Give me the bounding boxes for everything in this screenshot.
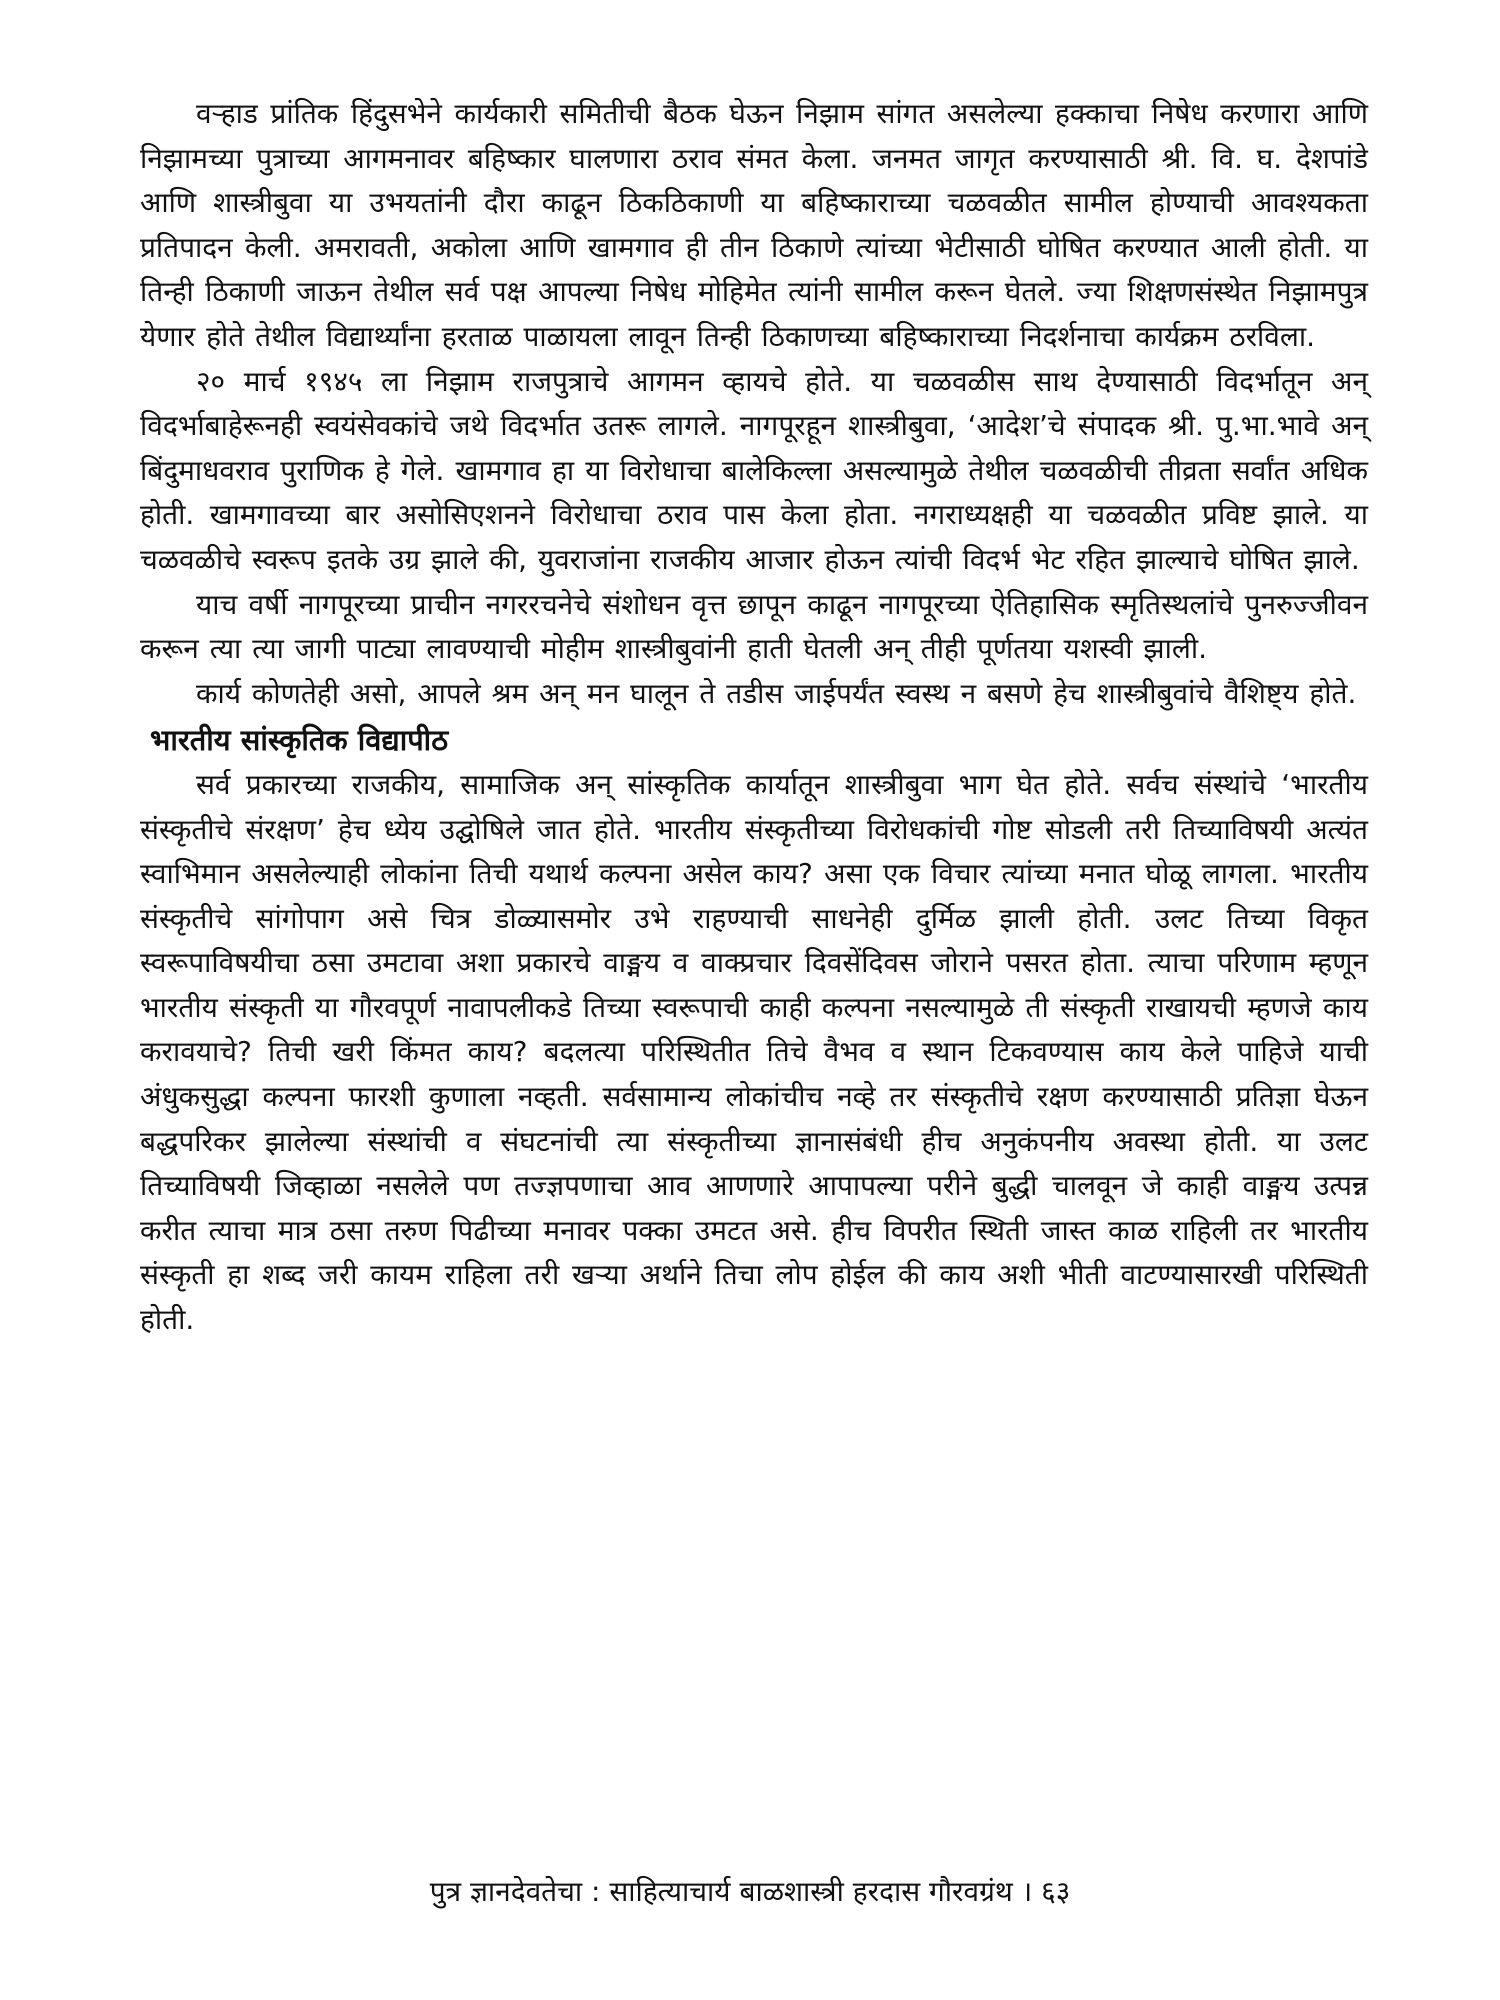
page-body <box>140 92 1368 1343</box>
paragraph-4: कार्य कोणतेही असो, आपले श्रम अन् मन घालून ते तडीस जाईपर्यंत स्वस्थ न बसणे हेच शास्त्रीबुवांचे वैशिष्ट्य होते. <box>196 676 1357 710</box>
page-footer: पुत्र ज्ञानदेवतेचा : साहित्याचार्य बाळशास्त्री हरदास गौरवग्रंथ । ६३ <box>429 1875 1071 1908</box>
paragraph-2: २० मार्च १९४५ ला निझाम राजपुत्राचे आगमन व्हायचे होते. या चळवळीस साथ देण्यासाठी विदर्भातून अन् विदर्भाबाहेरूनही स्वयंसेवकांचे जथे विदर्भात उतरू लागले. नागपूरहून शास्त्रीबुवा, ‘आदेश’चे संपादक श्री. पु.भा.भावे अन् बिंदुमाधवराव पुराणिक हे गेले. खामगाव हा या विरोधाचा बालेकिल्ला असल्यामुळे तेथील चळवळीची तीव्रता सर्वांत अधिक होती. खामगावच्या बार असोसिएशनने विरोधाचा ठराव पास केला होता. नगराध्यक्षही या चळवळीत प्रविष्ट झाले. या चळवळीचे स्वरूप इतके उग्र झाले की, युवराजांना राजकीय आजार होऊन त्यांची विदर्भ भेट रहित झाल्याचे घोषित झाले. <box>140 364 1368 576</box>
paragraph-5: सर्व प्रकारच्या राजकीय, सामाजिक अन् सांस्कृतिक कार्यातून शास्त्रीबुवा भाग घेत होते. सर्वच संस्थांचे ‘भारतीय संस्कृतीचे संरक्षण’ हेच ध्येय उद्घोषिले जात होते. भारतीय संस्कृतीच्या विरोधकांची गोष्ट सोडली तरी तिच्याविषयी अत्यंत स्वाभिमान असलेल्याही लोकांना तिची यथार्थ कल्पना असेल काय? असा एक विचार त्यांच्या मनात घोळू लागला. भारतीय संस्कृतीचे सांगोपाग असे चित्र डोळ्यासमोर उभे राहण्याची साधनेही दुर्मिळ झाली होती. उलट तिच्या विकृत स्वरूपाविषयीचा ठसा उमटावा अशा प्रकारचे वाङ्मय व वाक्प्रचार दिवसेंदिवस जोराने पसरत होता. त्याचा परिणाम म्हणून भारतीय संस्कृती या गौरवपूर्ण नावापलीकडे तिच्या स्वरूपाची काही कल्पना नसल्यामुळे ती संस्कृती राखायची म्हणजे काय करावयाचे? तिची खरी किंमत काय? बदलत्या परिस्थितीत तिचे वैभव व स्थान टिकवण्यास काय केले पाहिजे याची अंधुकसुद्धा कल्पना फारशी कुणाला नव्हती. सर्वसामान्य लोकांचीच नव्हे तर संस्कृतीचे रक्षण करण्यासाठी प्रतिज्ञा घेऊन बद्धपरिकर झालेल्या संस्थांची व संघटनांची त्या संस्कृतीच्या ज्ञानासंबंधी हीच अनुकंपनीय अवस्था होती. या उलट तिच्याविषयी जिव्हाळा नसलेले पण तज्ज्ञपणाचा आव आणणारे आपापल्या परीने बुद्धी चालवून जे काही वाङ्मय उत्पन्न करीत त्याचा मात्र ठसा तरुण पिढीच्या मनावर पक्का उमटत असे. हीच विपरीत स्थिती जास्त काळ राहिली तर भारतीय संस्कृती हा शब्द जरी कायम राहिला तरी खऱ्या अर्थाने तिचा लोप होईल की काय अशी भीती वाटण्यासारखी परिस्थिती होती. <box>140 767 1368 1337</box>
paragraph-1: वऱ्हाड प्रांतिक हिंदुसभेने कार्यकारी समितीची बैठक घेऊन निझाम सांगत असलेल्या हक्काचा निषेध करणारा आणि निझामच्या पुत्राच्या आगमनावर बहिष्कार घालणारा ठराव संमत केला. जनमत जागृत करण्यासाठी श्री. वि. घ. देशपांडे आणि शास्त्रीबुवा या उभयतांनी दौरा काढून ठिकठिकाणी या बहिष्काराच्या चळवळीत सामील होण्याची आवश्यकता प्रतिपादन केली. अमरावती, अकोला आणि खामगाव ही तीन ठिकाणे त्यांच्या भेटीसाठी घोषित करण्यात आली होती. या तिन्ही ठिकाणी जाऊन तेथील सर्व पक्ष आपल्या निषेध मोहिमेत त्यांनी सामील करून घेतले. ज्या शिक्षणसंस्थेत निझामपुत्र येणार होते तेथील विद्यार्थ्यांना हरताळ पाळायला लावून तिन्ही ठिकाणच्या बहिष्काराच्या निदर्शनाचा कार्यक्रम ठरविला. <box>140 97 1368 353</box>
section-heading: भारतीय सांस्कृतिक विद्यापीठ <box>150 723 449 758</box>
paragraph-3: याच वर्षी नागपूरच्या प्राचीन नगररचनेचे संशोधन वृत्त छापून काढून नागपूरच्या ऐतिहासिक स्मृतिस्थलांचे पुनरुज्जीवन करून त्या त्या जागी पाट्या लावण्याची मोहीम शास्त्रीबुवांनी हाती घेतली अन् तीही पूर्णतया यशस्वी झाली. <box>140 587 1368 666</box>
